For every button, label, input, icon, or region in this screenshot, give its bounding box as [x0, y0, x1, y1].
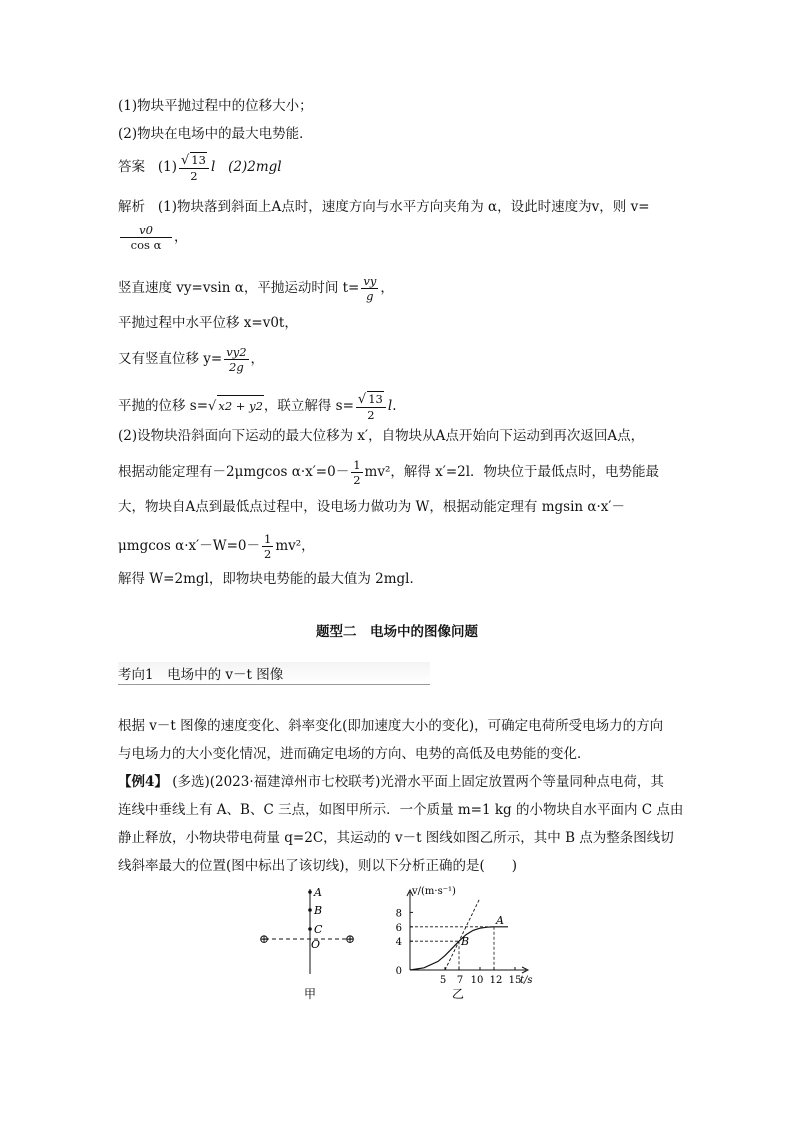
- answer-fraction: $\frac{√ 13}{2}$: [179, 152, 209, 183]
- jia-label-b: B: [314, 904, 323, 917]
- y-tick-label: 0: [395, 966, 402, 977]
- analysis-line-4: 平抛过程中水平位移 x=v0t，: [118, 315, 298, 331]
- kaoxiang-bar: [118, 662, 430, 685]
- jia-charge-right: ⊕: [345, 932, 356, 946]
- x-axis-label: t/s: [520, 975, 533, 986]
- analysis-line-1: 解析 (1)物块落到斜面上A点时，速度方向与水平方向夹角为 α，设此时速度为v，则 v=: [118, 199, 650, 215]
- example-line-1: 【例4】 (多选)(2023·福建漳州市七校联考)光滑水平面上固定放置两个等量同种点电荷，其: [118, 774, 664, 790]
- example-line-4: 线斜率最大的位置(图中标出了该切线)，则以下分析正确的是( ): [118, 858, 518, 874]
- jia-label-a: A: [314, 886, 322, 899]
- jia-label-c: C: [314, 923, 323, 936]
- x-tick-label: 12: [489, 975, 503, 986]
- analysis-line-8: 根据动能定理有－2μmgcos α·x′=0－ $\frac{1}{2}$ mv²，解得 x′=2l．物块位于最低点时，电势能最: [118, 458, 660, 487]
- analysis-line-7: (2)设物块沿斜面向下运动的最大位移为 x′，自物块从A点开始向下运动到再次返回A点，: [118, 428, 645, 444]
- x-tick-label: 5: [439, 975, 447, 986]
- jia-caption: 甲: [304, 987, 317, 1001]
- example-line-3: 静止释放，小物块带电荷量 q=2C，其运动的 v－t 图线如图乙所示，其中 B 点为整条图线切: [118, 830, 674, 846]
- section-title: 题型二 电场中的图像问题: [316, 624, 478, 640]
- jia-label-o: O: [311, 938, 321, 951]
- jia-point-b: [308, 908, 312, 912]
- figure-yi-chart: [384, 884, 544, 1004]
- x-tick-label: 7: [456, 975, 464, 986]
- analysis-line-11: 解得 W=2mgl，即物块电势能的最大值为 2mgl．: [118, 571, 423, 587]
- point-label-b: B: [461, 935, 470, 949]
- answer-label: 答案: [118, 159, 145, 175]
- analysis-line-5: 又有竖直位移 y= $\frac{vy2}{2g}$ ，: [118, 345, 265, 374]
- yi-caption: 乙: [452, 987, 465, 1001]
- jia-charge-left: ⊕: [259, 932, 270, 946]
- tangent-line: [445, 898, 480, 970]
- y-axis-label: v/(m·s⁻¹): [412, 886, 456, 897]
- analysis-line-9: 大，物块自A点到最低点过程中，设电场力做功为 W，根据动能定理有 mgsin α·x′－: [118, 499, 625, 515]
- example-label: 【例4】: [118, 774, 168, 790]
- body-line-1: 根据 v－t 图像的速度变化、斜率变化(即加速度大小的变化)，可确定电荷所受电场力的方向: [118, 718, 664, 734]
- answer-part2: (2)2mgl: [228, 159, 282, 175]
- answer-part1-var: l: [210, 159, 216, 175]
- question-1: (1)物块平抛过程中的位移大小；: [118, 98, 313, 114]
- jia-point-c: [308, 927, 312, 931]
- analysis-line-2: $\frac{v0}{\text{cos α}}$ ，: [118, 223, 188, 252]
- y-tick-label: 4: [395, 937, 402, 949]
- analysis-line-6: 平抛的位移 s=√ x2 + y2，联立解得 s= $\frac{√ 13}{2}$ l.: [118, 392, 397, 422]
- body-line-2: 与电场力的大小变化情况，进而确定电场的方向、电势的高低及电势能的变化．: [118, 746, 591, 762]
- figure-jia: [255, 884, 370, 1004]
- point-label-a: A: [496, 913, 504, 927]
- example-line-2: 连线中垂线上有 A、B、C 三点，如图甲所示．一个质量 m=1 kg 的小物块自水平面内 C 点由: [118, 802, 684, 818]
- x-tick-label: 10: [470, 975, 484, 986]
- kaoxiang-label: 考向1 电场中的 v－t 图像: [118, 667, 284, 683]
- jia-point-a: [308, 890, 312, 894]
- answer-line: [118, 152, 282, 183]
- y-tick-label: 8: [395, 908, 402, 920]
- analysis-line-10: μmgcos α·x′－W=0－ $\frac{1}{2}$ mv²，: [118, 532, 315, 561]
- answer-part1-prefix: (1): [157, 159, 177, 175]
- question-2: (2)物块在电场中的最大电势能．: [118, 126, 313, 142]
- x-tick-label: 15: [508, 975, 522, 986]
- y-tick-label: 6: [395, 922, 402, 934]
- analysis-line-3: 竖直速度 vy=vsin α，平抛运动时间 t= $\frac{vy}{g}$ ，: [118, 274, 394, 303]
- analysis-label: 解析: [118, 199, 145, 215]
